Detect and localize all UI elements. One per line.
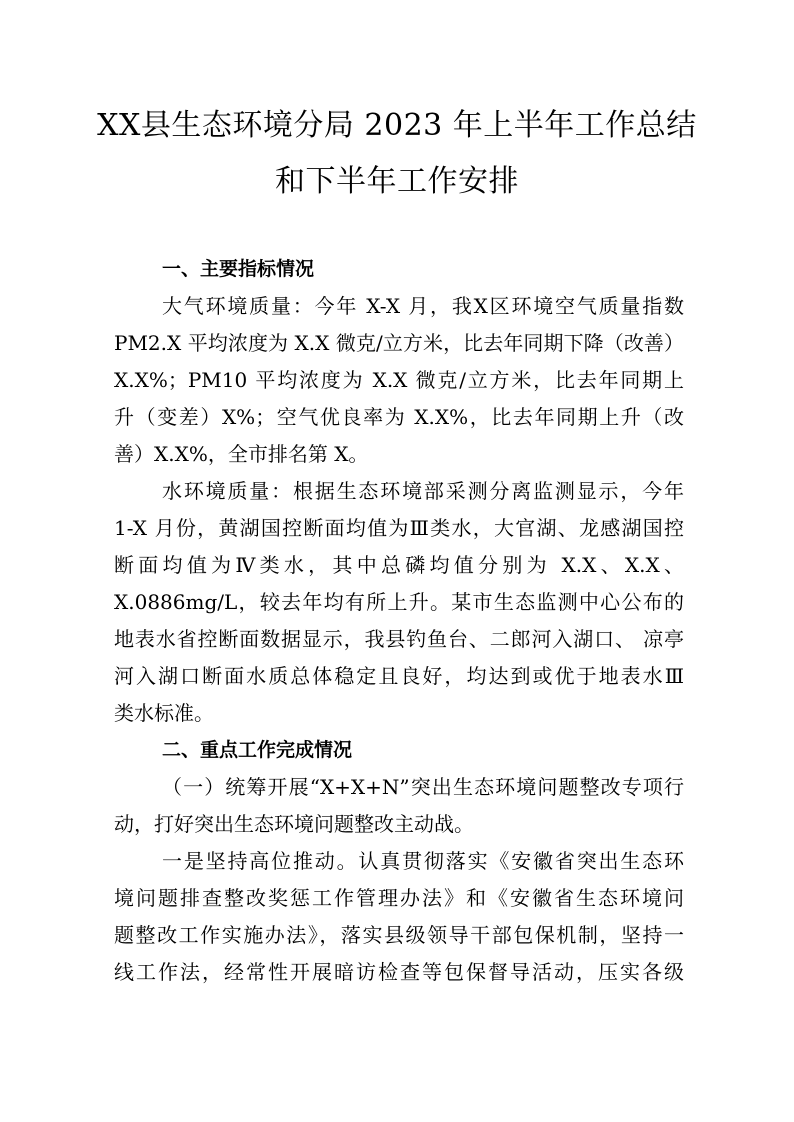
document-title-line-2: 和下半年工作安排 (275, 164, 519, 199)
paragraph-line: 1-X 月份，黄湖国控断面均值为Ⅲ类水，大官湖、龙感湖国控 (114, 516, 684, 540)
paragraph-line: 一是坚持高位推动。认真贯彻落实《安徽省突出生态环 (162, 849, 684, 873)
paragraph-line: 线工作法，经常性开展暗访检查等包保督导活动，压实各级 (114, 960, 684, 984)
paragraph-line: 断面均值为Ⅳ类水，其中总磷均值分别为 X.X、X.X、 (114, 553, 684, 577)
paragraph-line: 地表水省控断面数据显示，我县钓鱼台、二郎河入湖口、 凉亭 (114, 627, 684, 651)
subsection-heading-line: （一）统筹开展“X+X+N”突出生态环境问题整改专项行 (162, 775, 684, 799)
section-heading-key-work: 二、重点工作完成情况 (162, 739, 353, 761)
paragraph-line: 河入湖口断面水质总体稳定且良好，均达到或优于地表水Ⅲ (114, 664, 684, 688)
paragraph-line: 水环境质量：根据生态环境部采测分离监测显示，今年 (162, 479, 684, 503)
paragraph-line: 善）X.X%，全市排名第 X。 (114, 442, 369, 466)
subsection-heading-line: 动，打好突出生态环境问题整改主动战。 (114, 812, 474, 836)
section-heading-main-indicators: 一、主要指标情况 (162, 258, 315, 280)
paragraph-line: PM2.X 平均浓度为 X.X 微克/立方米，比去年同期下降（改善） (114, 331, 684, 355)
document-title-line-1: XX县生态环境分局 2023 年上半年工作总结 (97, 108, 697, 143)
paragraph-line: 类水标准。 (114, 701, 214, 725)
paragraph-line: 升（变差）X%；空气优良率为 X.X%，比去年同期上升（改 (114, 405, 684, 429)
paragraph-line: 题整改工作实施办法》，落实县级领导干部包保机制，坚持一 (114, 923, 684, 947)
paragraph-line: X.0886mg/L，较去年均有所上升。某市生态监测中心公布的 (114, 590, 684, 614)
paragraph-line: 境问题排查整改奖惩工作管理办法》和《安徽省生态环境问 (114, 886, 684, 910)
paragraph-line: X.X%；PM10 平均浓度为 X.X 微克/立方米，比去年同期上 (114, 368, 684, 392)
paragraph-line: 大气环境质量：今年 X-X 月，我X区环境空气质量指数 (162, 294, 684, 318)
document-body (114, 251, 684, 991)
